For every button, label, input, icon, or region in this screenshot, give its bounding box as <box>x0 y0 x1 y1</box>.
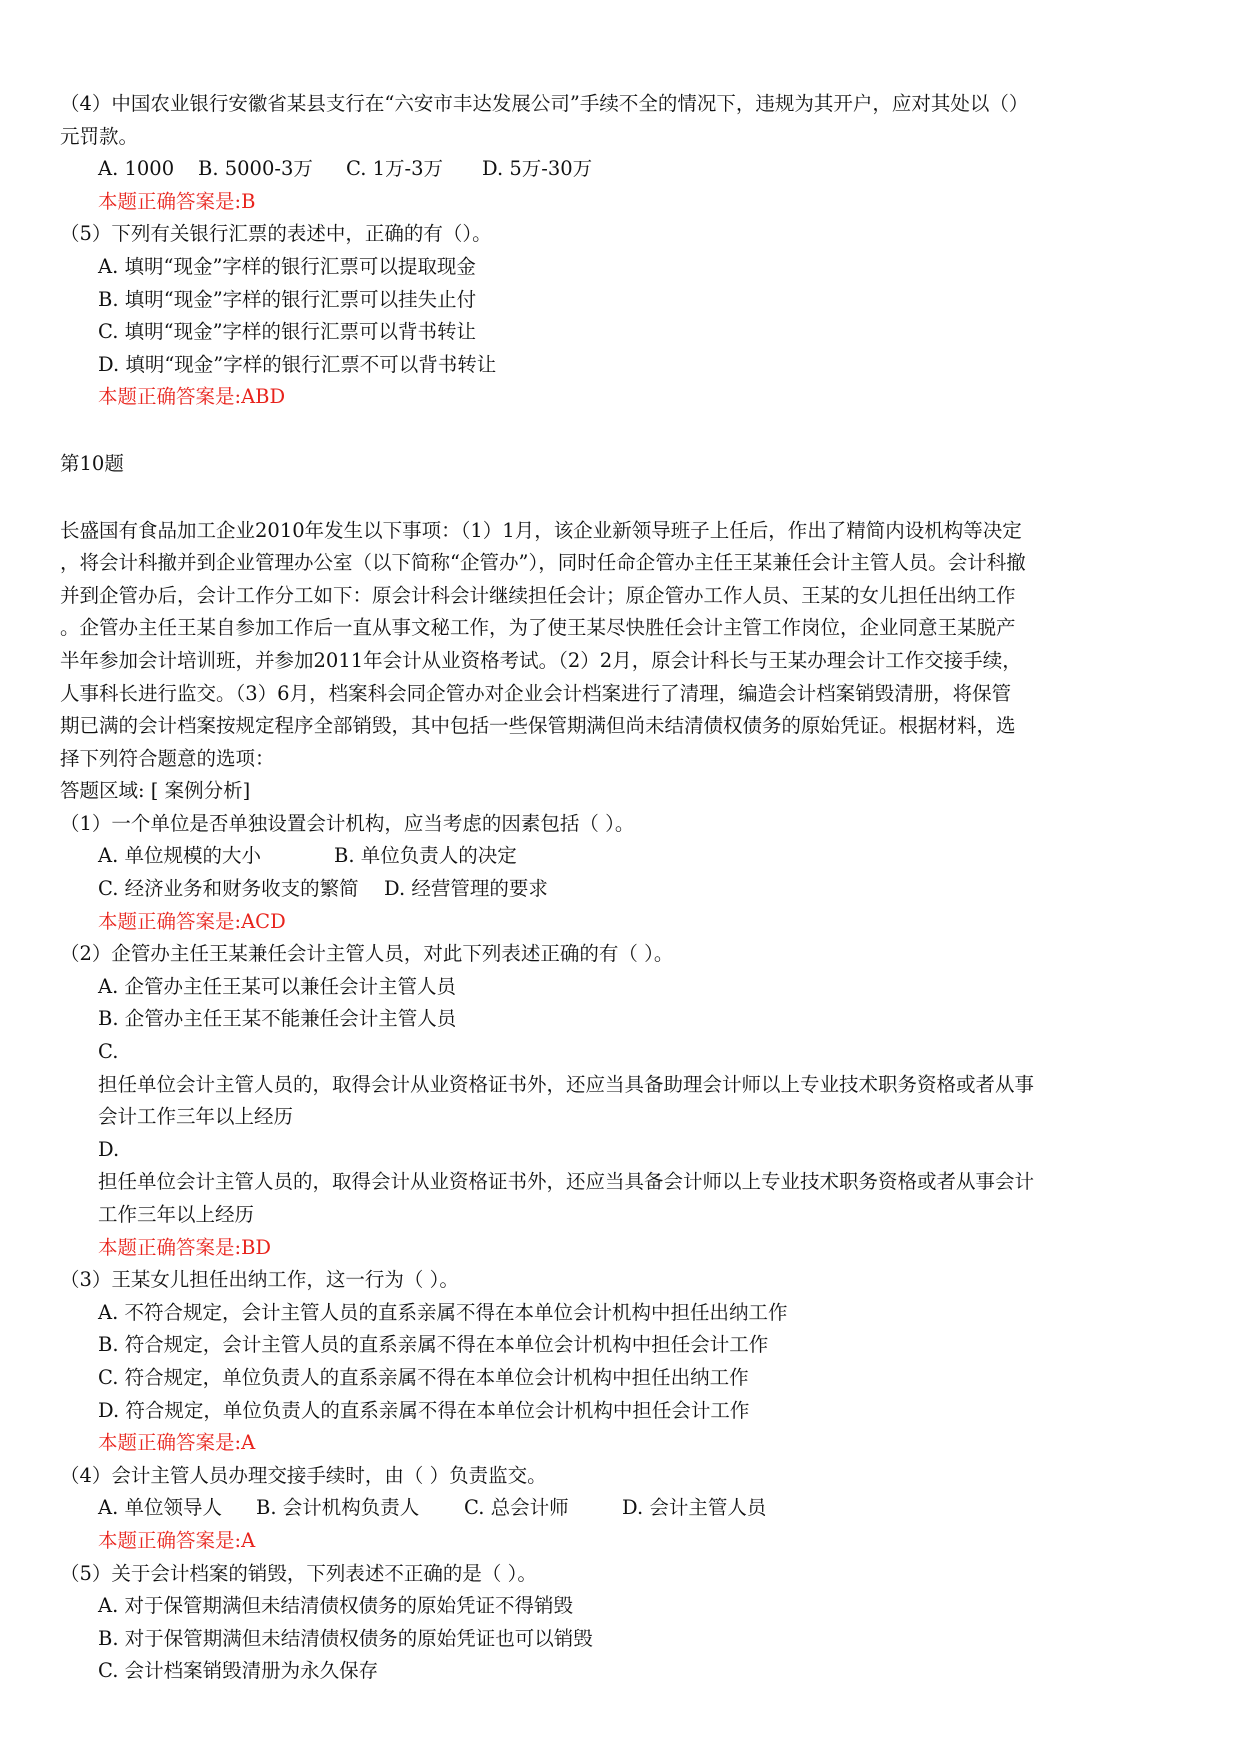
question-10-heading: 第10题 <box>60 451 124 475</box>
option-a: A. 对于保管期满但未结清债权债务的原始凭证不得销毁 <box>98 1594 573 1618</box>
option-b: B. 符合规定，会计主管人员的直系亲属不得在本单位会计机构中担任会计工作 <box>98 1333 769 1357</box>
sub-question-2-stem: （2）企管办主任王某兼任会计主管人员，对此下列表述正确的有（ ）。 <box>60 942 674 966</box>
case-line: ，将会计科撤并到企业管理办公室（以下简称“企管办”），同时任命企管办主任王某兼任会计主管人员。会计科撤 <box>60 551 1026 575</box>
option-c: C. 1万-3万 <box>346 157 444 181</box>
option-b: B. 单位负责人的决定 <box>334 844 517 868</box>
option-a: A. 单位领导人 <box>98 1496 222 1520</box>
option-d-text: 担任单位会计主管人员的，取得会计从业资格证书外，还应当具备会计师以上专业技术职务资格或者从事会计 <box>98 1170 1035 1194</box>
sub-question-2-answer: 本题正确答案是:BD <box>98 1235 272 1259</box>
question-4-options <box>60 153 1180 186</box>
question-4-answer: 本题正确答案是:B <box>98 189 256 213</box>
option-c: C. 经济业务和财务收支的繁简 <box>98 877 359 901</box>
option-c-text: 会计工作三年以上经历 <box>98 1105 294 1129</box>
sub-question-4-stem: （4）会计主管人员办理交接手续时，由（ ）负责监交。 <box>60 1463 547 1487</box>
option-d-text: 工作三年以上经历 <box>98 1203 255 1226</box>
option-a: A. 填明“现金”字样的银行汇票可以提取现金 <box>98 254 476 278</box>
case-line: 长盛国有食品加工企业2010年发生以下事项：（1）1月，该企业新领导班子上任后，作出了精简内设机构等决定 <box>60 518 1022 542</box>
option-b: B. 填明“现金”字样的银行汇票可以挂失止付 <box>98 287 477 311</box>
answer-area-label: 答题区域: [ 案例分析] <box>60 779 251 803</box>
option-c-text: 担任单位会计主管人员的，取得会计从业资格证书外，还应当具备助理会计师以上专业技术职务资格或者从事 <box>98 1072 1035 1096</box>
option-a: A. 不符合规定，会计主管人员的直系亲属不得在本单位会计机构中担任出纳工作 <box>98 1300 788 1324</box>
case-line: 人事科长进行监交。（3）6月，档案科会同企管办对企业会计档案进行了清理，编造会计档案销毁清册，将保管 <box>60 681 1012 705</box>
question-5-answer: 本题正确答案是:ABD <box>98 385 286 409</box>
sub-question-1-stem: （1）一个单位是否单独设置会计机构，应当考虑的因素包括（ ）。 <box>60 811 635 835</box>
sub-question-3-answer: 本题正确答案是:A <box>98 1431 256 1455</box>
question-5-stem: （5）下列有关银行汇票的表述中，正确的有（）。 <box>60 222 492 246</box>
option-c: C. 填明“现金”字样的银行汇票可以背书转让 <box>98 320 477 344</box>
option-c: C. 符合规定，单位负责人的直系亲属不得在本单位会计机构中担任出纳工作 <box>98 1365 749 1389</box>
option-b: B. 会计机构负责人 <box>256 1496 420 1520</box>
case-line: 并到企管办后，会计工作分工如下：原会计科会计继续担任会计；原企管办工作人员、王某的女儿担任出纳工作 <box>60 583 1016 607</box>
sub-question-5-stem: （5）关于会计档案的销毁，下列表述不正确的是（ ）。 <box>60 1561 537 1585</box>
case-line: 期已满的会计档案按规定程序全部销毁，其中包括一些保管期满但尚未结清债权债务的原始凭证。根据材料，选 <box>60 714 1016 738</box>
sub-question-1-answer: 本题正确答案是:ACD <box>98 909 286 933</box>
option-c: C. 会计档案销毁清册为永久保存 <box>98 1659 379 1683</box>
case-line: 择下列符合题意的选项： <box>60 746 275 770</box>
option-a: A. 单位规模的大小 <box>98 844 261 868</box>
option-d: D. 会计主管人员 <box>622 1496 767 1520</box>
case-line: 。企管办主任王某自参加工作后一直从事文秘工作，为了使王某尽快胜任会计主管工作岗位，企业同意王某脱产 <box>60 616 1016 640</box>
sub-question-3-stem: （3）王某女儿担任出纳工作，这一行为（ ）。 <box>60 1268 459 1292</box>
question-4-stem-line-1: （4）中国农业银行安徽省某县支行在“六安市丰达发展公司”手续不全的情况下，违规为其开户，应对其处以（） <box>60 92 1029 115</box>
sub-question-4-options <box>60 1492 1180 1525</box>
option-d: D. 经营管理的要求 <box>384 877 548 901</box>
option-b: B. 企管办主任王某不能兼任会计主管人员 <box>98 1007 457 1031</box>
case-description <box>60 515 1180 776</box>
option-d: D. 符合规定，单位负责人的直系亲属不得在本单位会计机构中担任会计工作 <box>98 1398 750 1422</box>
option-a: A. 企管办主任王某可以兼任会计主管人员 <box>98 974 456 998</box>
option-a: A. 1000 <box>98 157 175 181</box>
question-4-stem-line-2: 元罚款。 <box>60 124 139 148</box>
document-page <box>60 88 1180 1688</box>
sub-question-1-options-row-1 <box>60 840 1180 873</box>
option-b: B. 对于保管期满但未结清债权债务的原始凭证也可以销毁 <box>98 1626 593 1650</box>
option-c-label: C. <box>98 1040 119 1064</box>
sub-question-4-answer: 本题正确答案是:A <box>98 1528 256 1552</box>
option-d: D. 填明“现金”字样的银行汇票不可以背书转让 <box>98 352 497 376</box>
option-d-label: D. <box>98 1137 120 1161</box>
option-b: B. 5000-3万 <box>198 157 313 181</box>
option-c: C. 总会计师 <box>464 1496 569 1520</box>
sub-question-1-options-row-2 <box>60 873 1180 906</box>
case-line: 半年参加会计培训班，并参加2011年会计从业资格考试。（2）2月，原会计科长与王某办理会计工作交接手续， <box>60 648 1022 672</box>
option-d: D. 5万-30万 <box>482 157 593 181</box>
